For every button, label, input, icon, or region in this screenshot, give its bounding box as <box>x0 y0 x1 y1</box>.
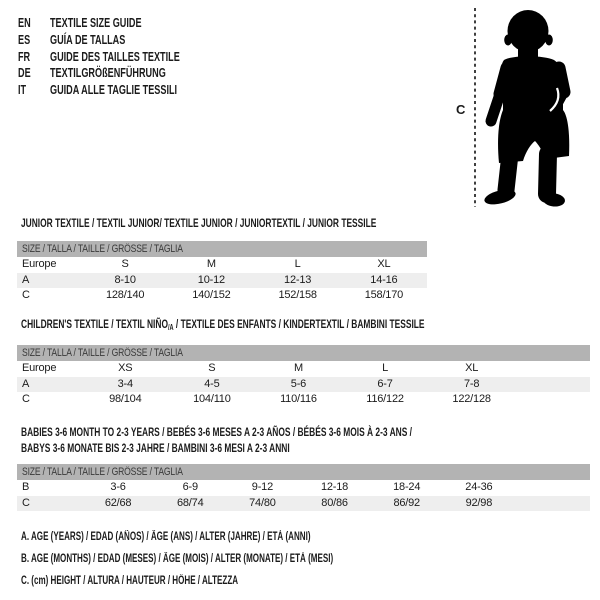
table-header-row <box>17 345 590 361</box>
row-label-cell: Europe <box>22 258 57 270</box>
value-cell: 86/92 <box>371 496 443 512</box>
height-measure-label: C <box>456 102 466 117</box>
value-cell: 14-16 <box>341 273 427 289</box>
footnote-line <box>21 548 467 570</box>
table-row <box>17 496 590 512</box>
row-label-cell: C <box>22 393 30 405</box>
value-cell: L <box>382 362 388 374</box>
language-text: GUIDA ALLE TAGLIE TESSILI <box>50 82 178 97</box>
row-label-cell: C <box>22 289 30 301</box>
value-cell: 152/158 <box>278 289 317 301</box>
value-cell: 12-13 <box>255 273 341 289</box>
value-cell: 98/104 <box>109 393 142 405</box>
footnote-line <box>21 526 467 548</box>
filler-cell <box>515 392 590 408</box>
table-row <box>17 273 427 289</box>
value-cell: 110/116 <box>280 393 317 405</box>
language-row <box>18 82 235 99</box>
junior-table <box>17 241 427 304</box>
language-code-text: FR <box>18 48 31 64</box>
value-cell: 104/110 <box>193 393 231 405</box>
language-code <box>18 82 50 99</box>
title-subscript: /A <box>167 323 174 332</box>
language-code-text: EN <box>18 15 31 30</box>
value-cell: 12-18 <box>320 481 349 493</box>
size-header-text: SIZE / TALLA / TAILLE / GRÖSSE / TAGLIA <box>22 243 183 255</box>
footnote-text: B. AGE (MONTHS) / EDAD (MESES) / ÂGE (MOIS) / ALTER (MONATE) / ETÀ (MESI) <box>21 553 334 565</box>
value-cell: 6-7 <box>342 377 429 393</box>
table-row <box>17 361 590 377</box>
baby-silhouette-icon <box>480 8 590 208</box>
value-cell: 122/128 <box>452 393 491 405</box>
value-cell: 92/98 <box>443 496 515 512</box>
language-code <box>18 32 50 49</box>
row-label-cell: A <box>17 377 82 393</box>
babies-title-line <box>21 424 580 440</box>
babies-title-line <box>21 440 580 456</box>
filler-cell <box>515 480 590 496</box>
table-row <box>17 392 590 408</box>
babies-title-text: BABYS 3-6 MONATE BIS 2-3 JAHRE / BAMBINI 3-6 MESI A 2-3 ANNI <box>21 441 290 455</box>
language-code <box>18 49 50 66</box>
size-header-cell <box>17 464 590 480</box>
value-cell: 4-5 <box>169 377 256 393</box>
value-cell: 140/152 <box>192 289 231 301</box>
table-row <box>17 480 590 496</box>
babies-title-text: BABIES 3-6 MONTH TO 2-3 YEARS / BEBÉS 3-6 MESES A 2-3 AÑOS / BÉBÉS 3-6 MOIS À 2-3 ANS / <box>21 425 413 439</box>
value-cell: 116/122 <box>366 393 404 405</box>
value-cell: 128/140 <box>105 289 145 301</box>
table-row <box>17 288 427 304</box>
language-text: GUÍA DE TALLAS <box>50 31 126 47</box>
childrens-table <box>17 345 590 408</box>
size-header-text: SIZE / TALLA / TAILLE / GRÖSSE / TAGLIA <box>22 347 183 359</box>
value-cell: M <box>293 362 303 374</box>
table-header-row <box>17 241 427 257</box>
value-cell: 68/74 <box>154 496 226 512</box>
value-cell: 74/80 <box>226 496 298 512</box>
footnote-text: C. (cm) HEIGHT / ALTURA / HAUTEUR / HÖHE / ALTEZZA <box>21 575 239 587</box>
value-cell: 8-10 <box>82 273 168 289</box>
value-cell: 24-36 <box>465 481 493 493</box>
language-code <box>18 65 50 82</box>
table-header-row <box>17 464 590 480</box>
value-cell: 9-12 <box>251 481 273 493</box>
row-label-cell: Europe <box>22 362 57 374</box>
value-cell: 18-24 <box>393 481 421 493</box>
table-row <box>17 257 427 273</box>
value-cell: L <box>294 258 301 270</box>
language-code <box>18 15 50 32</box>
row-label-cell: C <box>17 496 82 512</box>
language-header <box>18 15 235 99</box>
row-label-cell: A <box>17 273 82 289</box>
language-row <box>18 65 235 82</box>
filler-cell <box>515 361 590 377</box>
language-text: TEXTILE SIZE GUIDE <box>50 15 142 30</box>
language-row <box>18 15 235 32</box>
value-cell: 7-8 <box>428 377 515 393</box>
value-cell: 158/170 <box>364 289 404 301</box>
value-cell: 3-4 <box>82 377 169 393</box>
value-cell: 10-12 <box>168 273 254 289</box>
value-cell: 80/86 <box>298 496 370 512</box>
language-row <box>18 32 235 49</box>
childrens-table-title <box>21 318 597 334</box>
language-code-text: IT <box>18 82 27 97</box>
value-cell: S <box>208 362 216 374</box>
height-dashed-line <box>473 8 477 207</box>
value-cell: XS <box>118 362 133 374</box>
value-cell: XL <box>377 258 391 270</box>
value-cell: 62/68 <box>82 496 154 512</box>
footnote-text: A. AGE (YEARS) / EDAD (AÑOS) / ÂGE (ANS) / ALTER (JAHRE) / ETÀ (ANNI) <box>21 531 311 543</box>
language-text: TEXTILGRÖßENFÜHRUNG <box>50 65 166 81</box>
size-header-cell <box>17 345 590 361</box>
filler-cell <box>515 496 590 512</box>
row-label-cell: B <box>22 481 30 493</box>
value-cell: M <box>206 258 216 270</box>
value-cell: 6-9 <box>182 481 198 493</box>
language-text: GUIDE DES TAILLES TEXTILE <box>50 48 180 64</box>
table-row <box>17 377 590 393</box>
language-code-text: ES <box>18 31 31 47</box>
footnotes <box>21 526 467 592</box>
title-part: CHILDREN'S TEXTILE / TEXTIL NIÑO <box>21 317 168 331</box>
babies-table <box>17 464 590 511</box>
title-part: / TEXTILE DES ENFANTS / KINDERTEXTIL / BAMBINI TESSILE <box>173 317 425 331</box>
junior-table-title <box>21 217 529 230</box>
value-cell: S <box>121 258 129 270</box>
junior-table-title-text: JUNIOR TEXTILE / TEXTIL JUNIOR/ TEXTILE JUNIOR / JUNIORTEXTIL / JUNIOR TESSILE <box>21 216 377 230</box>
value-cell: 5-6 <box>255 377 342 393</box>
value-cell: 3-6 <box>110 481 126 493</box>
childrens-table-title-text <box>21 318 425 334</box>
footnote-line <box>21 570 467 592</box>
language-code-text: DE <box>18 65 31 81</box>
babies-table-title <box>21 424 580 456</box>
filler-cell <box>515 377 590 393</box>
size-header-cell <box>17 241 427 257</box>
value-cell: XL <box>465 362 479 374</box>
language-row <box>18 49 235 66</box>
size-header-text: SIZE / TALLA / TAILLE / GRÖSSE / TAGLIA <box>22 466 183 478</box>
